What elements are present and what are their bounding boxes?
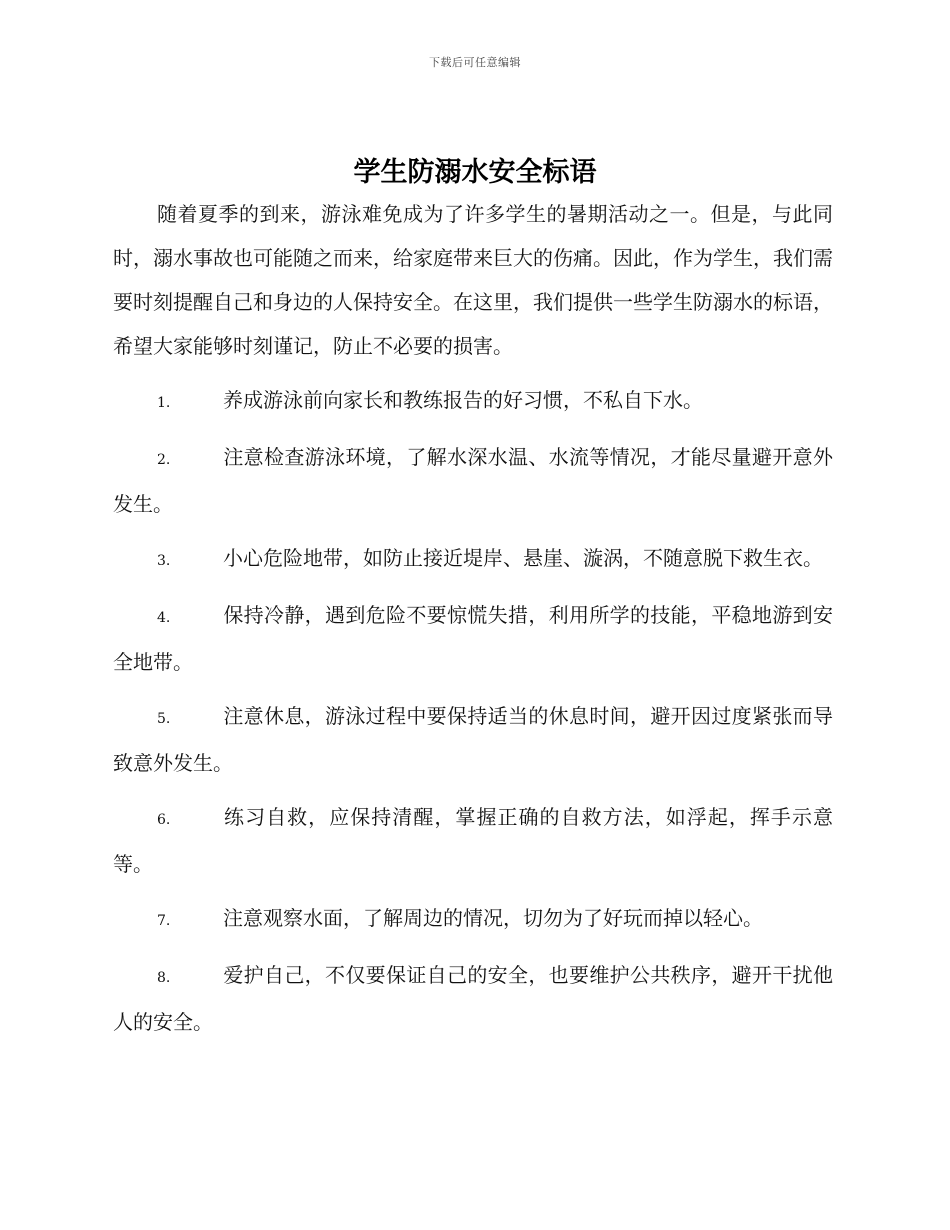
header-note: 下载后可任意编辑: [429, 56, 521, 69]
intro-paragraph: 随着夏季的到来，游泳难免成为了许多学生的暑期活动之一。但是，与此同时，溺水事故也可能随之而来，给家庭带来巨大的伤痛。因此，作为学生，我们需要时刻提醒自己和身边的人保持安全。在这里，我们提供一些学生防溺水的标语，希望大家能够时刻谨记，防止不必要的损害。: [113, 202, 833, 358]
list-item-number: 4.: [157, 610, 171, 626]
list-item: [113, 896, 833, 943]
list-item-text: 小心危险地带，如防止接近堤岸、悬崖、漩涡，不随意脱下救生衣。: [223, 546, 823, 570]
list-item-text: 注意检查游泳环境，了解水深水温、水流等情况，才能尽量避开意外发生。: [113, 445, 833, 516]
page-title: 学生防溺水安全标语: [353, 157, 597, 188]
list-item-number: 6.: [157, 812, 171, 828]
list-item: [113, 435, 833, 526]
list-item-number: 5.: [157, 711, 171, 727]
list-item: [113, 536, 833, 583]
list-item-text: 保持冷静，遇到危险不要惊慌失措，利用所学的技能，平稳地游到安全地带。: [113, 603, 833, 674]
list-item-number: 1.: [157, 395, 171, 411]
list-item-text: 练习自救，应保持清醒，掌握正确的自救方法，如浮起，挥手示意等。: [113, 805, 833, 876]
list-item: [113, 795, 833, 886]
list-item: [113, 694, 833, 785]
list-item-text: 注意观察水面，了解周边的情况，切勿为了好玩而掉以轻心。: [223, 906, 763, 930]
list-item-text: 注意休息，游泳过程中要保持适当的休息时间，避开因过度紧张而导致意外发生。: [113, 704, 833, 775]
list-item-text: 爱护自己，不仅要保证自己的安全，也要维护公共秩序，避开干扰他人的安全。: [113, 963, 833, 1034]
document-body: [113, 192, 833, 1044]
list-item: [113, 953, 833, 1044]
list-item: [113, 378, 833, 425]
list-item-number: 3.: [157, 553, 171, 569]
list-item-number: 7.: [157, 913, 171, 929]
list-item-text: 养成游泳前向家长和教练报告的好习惯，不私自下水。: [223, 388, 703, 412]
list-item-number: 8.: [157, 970, 171, 986]
list-item: [113, 593, 833, 684]
list-item-number: 2.: [157, 452, 171, 468]
